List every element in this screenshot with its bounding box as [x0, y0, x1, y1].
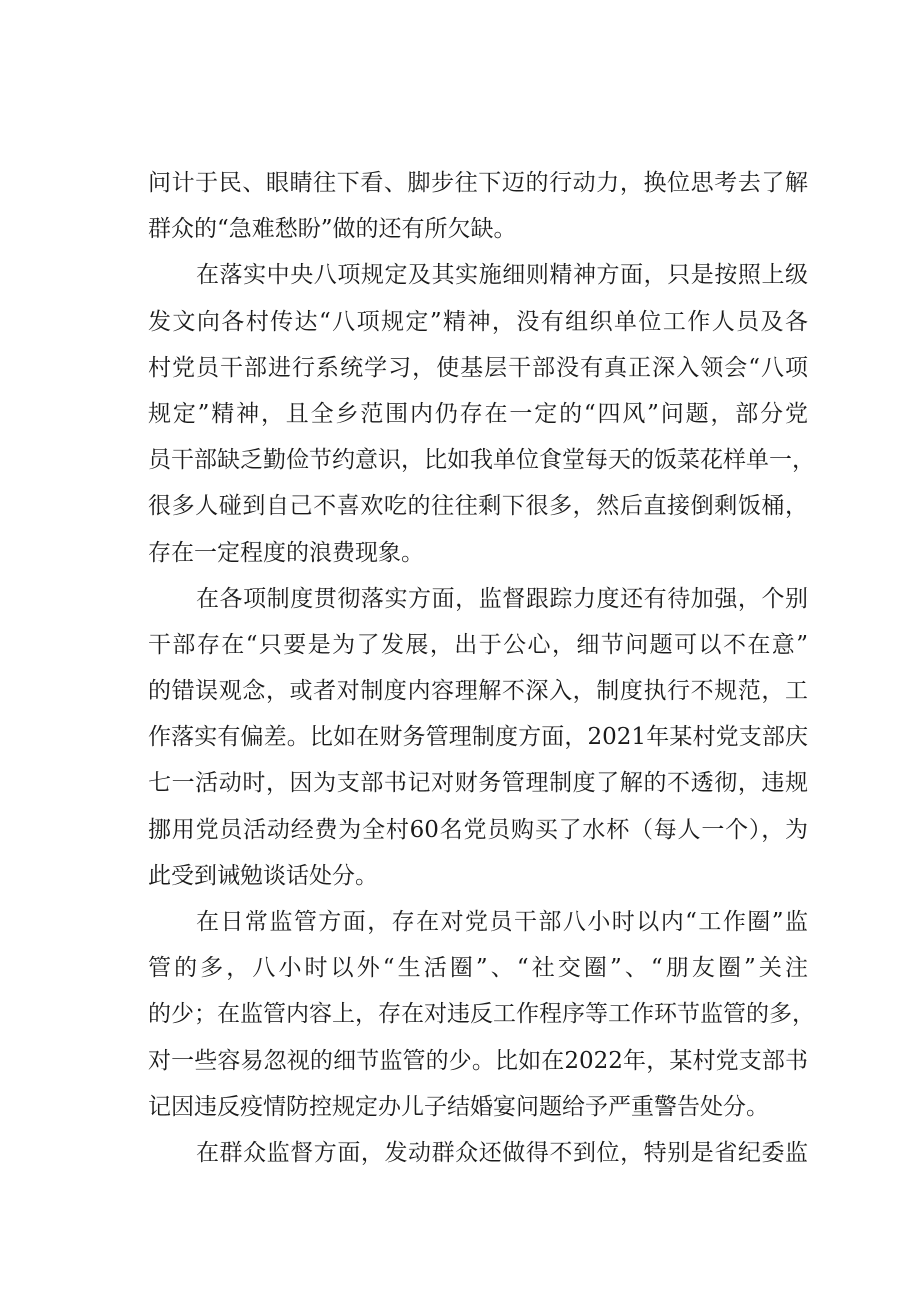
text-line: 在日常监管方面，存在对党员干部八小时以内“工作圈”监 [196, 909, 808, 935]
text-line: 问计于民、眼睛往下看、脚步往下迈的行动力，换位思考去了解 [148, 170, 808, 196]
text-line: 存在一定程度的浪费现象。 [148, 539, 424, 566]
document-body [148, 160, 815, 1176]
text-line: 员干部缺乏勤俭节约意识，比如我单位食堂每天的饭菜花样单一， [148, 447, 815, 474]
text-line: 干部存在“只要是为了发展，出于公心，细节问题可以不在意” [148, 631, 808, 658]
text-line: 的错误观念，或者对制度内容理解不深入，制度执行不规范，工 [148, 678, 808, 705]
text-line: 在落实中央八项规定及其实施细则精神方面，只是按照上级 [196, 262, 808, 289]
text-line: 在各项制度贯彻落实方面，监督跟踪力度还有待加强，个别 [196, 585, 808, 612]
text-line: 规定”精神，且全乡范围内仍存在一定的“四风”问题，部分党 [148, 400, 808, 427]
text-line: 作落实有偏差。比如在财务管理制度方面，2021年某村党支部庆 [148, 724, 808, 751]
text-line: 很多人碰到自己不喜欢吃的往往剩下很多，然后直接倒剩饭桶， [148, 493, 808, 520]
text-line: 在群众监督方面，发动群众还做得不到位，特别是省纪委监 [196, 1139, 808, 1166]
text-line: 发文向各村传达“八项规定”精神，没有组织单位工作人员及各 [148, 308, 808, 335]
text-line: 村党员干部进行系统学习，使基层干部没有真正深入领会“八项 [148, 354, 808, 381]
text-line: 群众的“急难愁盼”做的还有所欠缺。 [148, 216, 517, 243]
text-line: 的少；在监管内容上，存在对违反工作程序等工作环节监管的多， [148, 1001, 815, 1028]
text-line: 七一活动时，因为支部书记对财务管理制度了解的不透彻，违规 [148, 770, 808, 797]
text-line: 对一些容易忽视的细节监管的少。比如在2022年，某村党支部书 [148, 1047, 808, 1074]
text-line: 挪用党员活动经费为全村60名党员购买了水杯（每人一个），为 [148, 816, 808, 843]
text-line: 此受到诫勉谈话处分。 [148, 862, 378, 889]
text-line: 记因违反疫情防控规定办儿子结婚宴问题给予严重警告处分。 [148, 1093, 769, 1120]
text-line: 管的多，八小时以外“生活圈”、“社交圈”、“朋友圈”关注 [148, 955, 808, 982]
